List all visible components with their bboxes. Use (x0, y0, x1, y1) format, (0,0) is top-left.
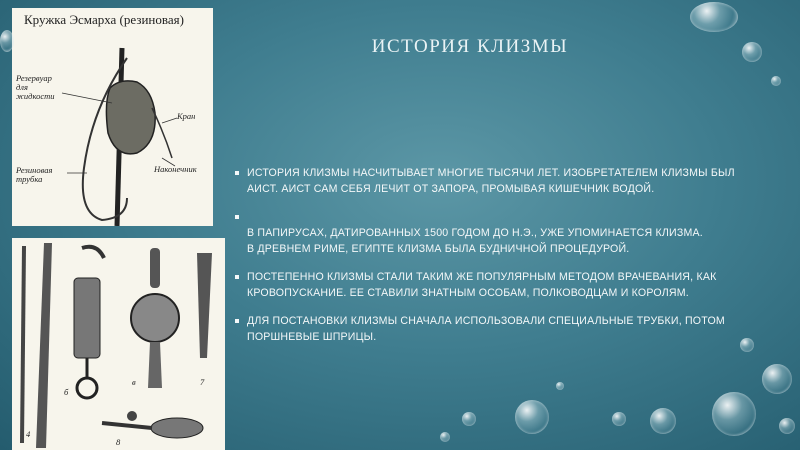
bubble-decoration (762, 364, 792, 394)
bubble-decoration (612, 412, 626, 426)
instruments-drawing (12, 238, 225, 450)
mark-v: в (132, 377, 136, 387)
bubble-decoration (742, 42, 762, 62)
mark-4: 4 (26, 429, 31, 439)
bubble-decoration (779, 418, 795, 434)
tip-label: Наконечник (154, 164, 197, 174)
bubble-decoration (690, 2, 738, 32)
esmarch-mug-illustration (12, 8, 213, 226)
mark-8: 8 (116, 437, 121, 447)
bubble-decoration (556, 382, 564, 390)
bullet-stork: ИСТОРИЯ КЛИЗМЫ НАСЧИТЫВАЕТ МНОГИЕ ТЫСЯЧИ ЛЕТ. ИЗОБРЕТАТЕЛЕМ КЛИЗМЫ БЫЛ АИСТ. АИСТ САМ СЕБЯ ЛЕЧИТ ОТ ЗАПОРА, ПРОМЫВАЯ КИШЕЧНИК ВОДОЙ. (235, 165, 775, 197)
bubble-decoration (712, 392, 756, 436)
slide-body (235, 165, 775, 357)
tube-label: Резиновая трубка (16, 165, 53, 184)
bullet-popularity: ПОСТЕПЕННО КЛИЗМЫ СТАЛИ ТАКИМ ЖЕ ПОПУЛЯРНЫМ МЕТОДОМ ВРАЧЕВАНИЯ, КАК КРОВОПУСКАНИЕ. ЕЕ СТАВИЛИ ЗНАТНЫМ ОСОБАМ, ПОЛКОВОДЦАМ И КОРОЛЯМ. (235, 269, 775, 301)
bubble-decoration (440, 432, 450, 442)
bubble-decoration (650, 408, 676, 434)
bullet-papyrus: В ПАПИРУСАХ, ДАТИРОВАННЫХ 1500 ГОДОМ ДО Н.Э., УЖЕ УПОМИНАЕТСЯ КЛИЗМА. В ДРЕВНЕМ РИМЕ, ЕГИПТЕ КЛИЗМА БЫЛА БУДНИЧНОЙ ПРОЦЕДУРОЙ. (235, 209, 775, 257)
slide-title: ИСТОРИЯ КЛИЗМЫ (371, 36, 569, 57)
bubble-decoration (740, 338, 754, 352)
bubble-decoration (0, 30, 14, 52)
valve-label: Кран (177, 111, 196, 121)
bullet-tubes-syringes: ДЛЯ ПОСТАНОВКИ КЛИЗМЫ СНАЧАЛА ИСПОЛЬЗОВАЛИ СПЕЦИАЛЬНЫЕ ТРУБКИ, ПОТОМ ПОРШНЕВЫЕ ШПРИЦЫ. (235, 313, 775, 345)
figure-caption: Кружка Эсмарха (резиновая) (24, 12, 184, 27)
bubble-decoration (462, 412, 476, 426)
bubble-decoration (771, 76, 781, 86)
historic-enema-instruments-illustration (12, 238, 225, 450)
mark-7: 7 (200, 377, 205, 387)
bubble-decoration (515, 400, 549, 434)
mark-b: б (64, 387, 69, 397)
reservoir-label: Резервуар для жидкости (16, 73, 55, 101)
